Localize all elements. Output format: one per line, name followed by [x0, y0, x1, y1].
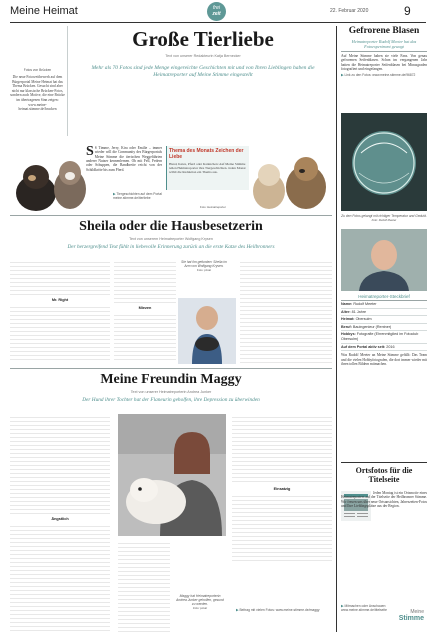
ortsfotos-box — [341, 466, 427, 484]
maggy-photo — [118, 414, 226, 536]
freizeit-logo: frei zeit — [207, 2, 226, 21]
reporter-profile — [341, 294, 427, 366]
maggy-subhead-2: Einsatzig — [273, 487, 291, 491]
main-byline: Text von unserer Redakteurin Katja Bernecker — [165, 54, 241, 58]
maggy-lead: Der Hund ihrer Tochter hat der Flaneurin geholfen, ihre Depression zu überwinden — [82, 397, 260, 403]
maggy-subhead-1: Ängstlich — [51, 517, 69, 521]
sidebar-title: Gefrorene Blasen — [348, 26, 420, 36]
profile-label: Auf dem Portal aktiv seit: — [341, 344, 386, 349]
sheila-subhead-1: Mr. Right — [51, 298, 69, 302]
woman-with-dog-illustration — [118, 414, 226, 536]
main-intro-text: S Timme, Jerry, Kira oder Emilie – immer wieder will die Community des Bürgerportals Meine Stimme die tierischen Weggefährten anderer Nutzer kennenlernen. Ob mit Fell, Federn oder Schuppen, die Bandbreite reicht von der Schildkröte bis zum Pferd. — [86, 146, 162, 172]
bubble-photo — [341, 113, 427, 211]
page-number: 9 — [404, 4, 411, 18]
profile-label: Alter: — [341, 309, 351, 314]
bubble-caption: Zu den Fotos gelangt mit richtiger Temperatur und Geduld. Foto: Rudolf Meeter — [341, 214, 427, 222]
maggy-head — [10, 372, 332, 403]
maggy-col-3 — [232, 414, 332, 564]
main-article-head — [72, 27, 334, 79]
main-intro — [86, 146, 162, 172]
section-title: Meine Heimat — [10, 5, 78, 17]
ortsfotos-text: Jeden Montag ist ein Ortsmotiv eines Heimatreporters auf der Titelseite der Heilbronner Stimme. Wir freuen uns über neue Ortsansichten, Jahreszeiten-Fotos und Ihre Lieblingsplätze aus der Region. — [341, 491, 427, 509]
sidebar-lead: Heimatreporter Rudolf Meeter hat das Fotoexperiment gewagt — [351, 39, 417, 49]
maggy-title: Meine Freundin Maggy — [100, 372, 242, 387]
sheila-byline: Text von unserem Heimatreporter Wolfgang Krysen — [129, 237, 213, 241]
profile-value: Obersulm — [355, 317, 372, 322]
profile-row — [341, 324, 427, 332]
profile-label: Heimat: — [341, 317, 355, 322]
profile-row — [341, 301, 427, 309]
teaser-caption: Fotos von Brücken — [23, 68, 52, 72]
sheila-photo — [178, 298, 236, 364]
teaser-text: Die neue Fotowettbewerb auf dem Bürgerportal Meine Heimat hat das Thema Brücken. Gesucht sind aber nicht nur klassische Brücken-Fotos, sondern auch Motive, die eine Brücke im übertragenen Sinn zeigen: www.meine-heimat.stimme.de/brucken — [10, 75, 65, 112]
profile-row — [341, 331, 427, 343]
profile-title: Heimatreporter-Steckbrief — [341, 294, 427, 301]
main-lead: Mehr als 70 Fotos sind jede Menge eingereichte Geschichten mit und von Ihren Lieblingen haben die Heimatreporter auf Meine Stimme eingestellt — [91, 65, 315, 78]
sidebar — [341, 26, 427, 77]
sheila-caption-box — [180, 260, 228, 302]
sheila-title: Sheila oder die Hausbesetzerin — [79, 219, 263, 234]
reporter-portrait-illustration — [341, 229, 427, 291]
theme-box-title: Thema des Monats Zeichen der Liebe — [169, 148, 244, 160]
drop-cap: S — [86, 144, 94, 159]
profile-row — [341, 344, 427, 352]
profile-label: Name: — [341, 302, 353, 306]
profile-value: 2016 — [386, 344, 395, 349]
arrow-icon: ▶ — [341, 604, 345, 608]
arrow-icon: ▶ — [236, 608, 240, 612]
reporter-photo — [341, 229, 427, 291]
frozen-bubble-illustration — [341, 113, 427, 211]
man-with-cat-illustration — [178, 298, 236, 364]
profile-value: Rudolf Meeter — [353, 302, 377, 306]
sheila-credit: Foto: privat — [197, 268, 211, 272]
dogs-caption: ▶ Tiergeschichten auf dem Portal meine.stimme.de/tierliebe — [113, 192, 162, 200]
profile-row — [341, 316, 427, 324]
dogs-credit: Foto: Heimatreporter — [200, 205, 226, 209]
profile-label: Beruf: — [341, 324, 352, 329]
page-header — [0, 0, 435, 22]
maggy-byline: Text von unserer Heimatreporterin Andrea Junker — [130, 390, 212, 394]
sheila-lead: Der herzergreifend Text fühlt in liebevolle Erinnerung zurück an die erste Katze des Heilbronners — [67, 244, 275, 250]
sheila-head — [10, 219, 332, 250]
ortsfotos-link[interactable]: ▶ Mitmachen oder Anschauen: www.meine.stimme.de/titelseite — [341, 604, 387, 612]
maggy-link[interactable]: ▶ Beitrag mit vielen Fotos: www.meine.stimme.de/maggy — [236, 608, 320, 612]
meine-stimme-logo: Meine Stimme — [398, 609, 424, 622]
profile-row — [341, 309, 427, 317]
profile-value: 81 Jahre — [351, 309, 367, 314]
maggy-col-1 — [10, 414, 110, 632]
profile-why: Was Rudolf Meeter an Meine Stimme gefällt: Das Team und die vielen Hobbyfotografen, die dort immer wieder mit ihren tollen Bildern mitmachen. — [341, 353, 427, 366]
sheila-col-3 — [240, 259, 332, 363]
maggy-col-2 — [118, 540, 170, 632]
arrow-icon: ▶ — [341, 73, 345, 78]
profile-label: Hobbys: — [341, 332, 356, 337]
main-title: Große Tierliebe — [132, 27, 274, 51]
ortsfotos-title: Ortsfotos für die Titelseite — [355, 466, 413, 484]
sidebar-link[interactable]: ▶ Link zu den Fotos: www.meine.stimme.de/96872 — [341, 73, 416, 78]
left-teaser — [10, 26, 65, 112]
profile-list — [341, 301, 427, 351]
arrow-icon: ▶ — [113, 192, 117, 196]
sheila-col-1 — [10, 259, 110, 363]
theme-box-text: Hund, Katze, Pferd oder Kaninchen: Auf Meine Stimme teilen Heimatreporter ihre Tiergeschichten. Jeden Monat wählt die Redaktion ein Thema aus. — [169, 162, 246, 175]
profile-value: Fotografie (Ehrenmitglied im Fotoclub Obersulm) — [341, 332, 419, 341]
issue-date: 22. Februar 2020 — [330, 8, 369, 14]
maggy-caption: Maggy hat Heimatreporterin Andrea Junker geholfen, gesund zu werden. Foto: privat — [176, 594, 224, 610]
sheila-col-2 — [114, 259, 176, 363]
theme-box — [166, 146, 249, 190]
sidebar-text: Auf Meine Stimme haben sie viele Fans. Von genau gefrorenen Seifenblasen. Schon im vergangenen Jahr hatten die Heimatreporter Seifenblasen bei Minusgraden fotografiert und eingefangen. — [341, 54, 427, 72]
sheila-subhead-2: Miezen — [138, 306, 152, 310]
profile-value: Bauingenieur (Rentner) — [352, 324, 392, 329]
sheila-caption: Sie hat ihn gefunden: Sheila im Arm von Wolfgang Krysen. — [181, 260, 227, 268]
